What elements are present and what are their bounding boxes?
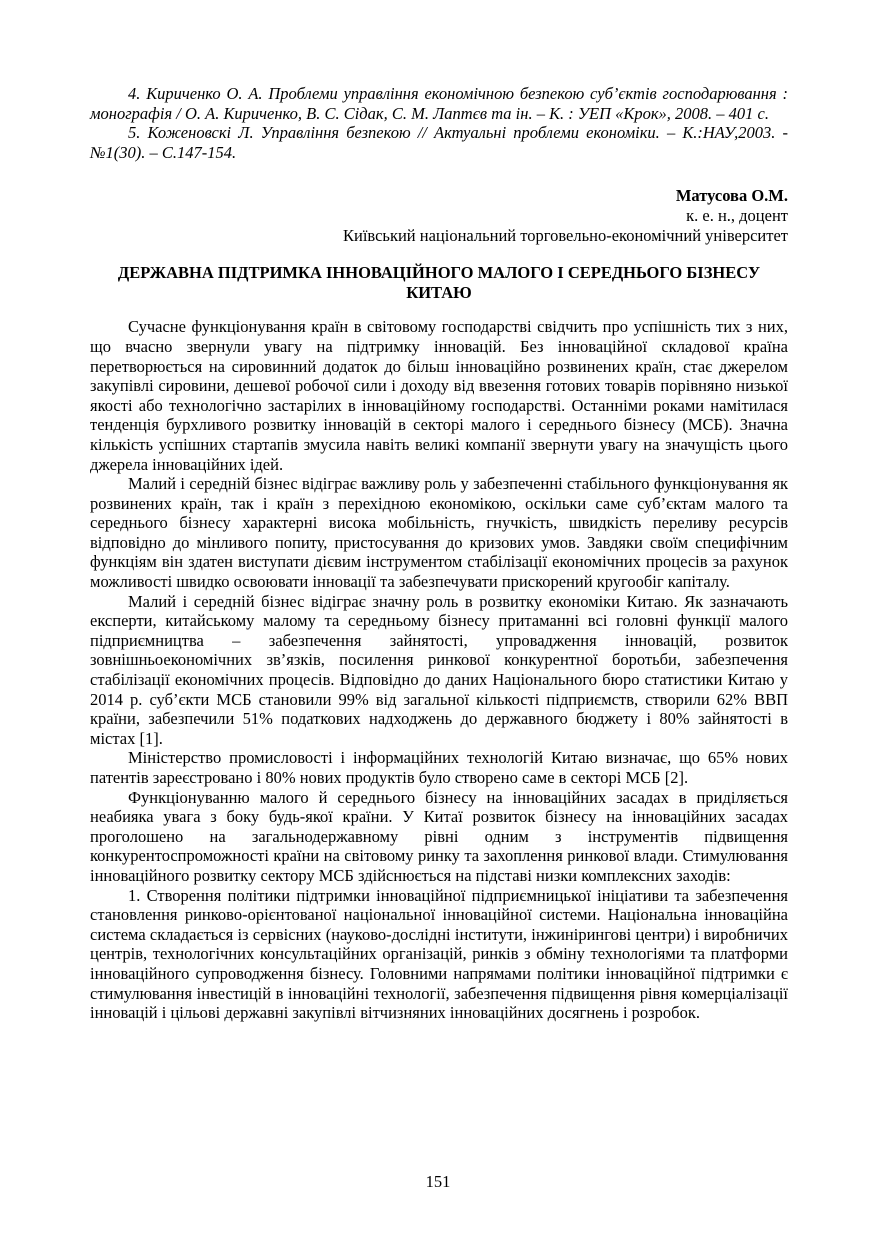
reference-item: 5. Коженовскі Л. Управління безпекою // Актуальні проблеми економіки. – К.:НАУ,2003. - №1(30). – С.147-154. <box>90 123 788 162</box>
reference-list <box>90 84 788 162</box>
author-block <box>90 186 788 245</box>
author-affiliation: Київський національний торговельно-економічний університет <box>343 225 788 245</box>
body-text <box>90 317 788 1022</box>
paragraph: Малий і середній бізнес відіграє важливу роль у забезпеченні стабільного функціонування як розвинених країн, так і країн з перехідною економікою, оскільки саме суб’єктам малого та середнього бізнесу характерні висока мобільність, гнучкість, швидкість переливу ресурсів відповідно до мінливого попиту, пристосування до кризових умов. Завдяки своїм специфічним функціям він здатен виступати дієвим інструментом стабілізації економічних процесів за рахунок можливості швидко освоювати інновації та забезпечувати прискорений кругообіг капіталу. <box>90 474 788 592</box>
paragraph: Сучасне функціонування країн в світовому господарстві свідчить про успішність тих з них, що вчасно звернули увагу на підтримку інновацій. Без інноваційної складової країна перетворюється на сировинний додаток до більш інноваційно розвинених країн, стає джерелом закупівлі сировини, дешевої робочої сили і доходу від ввезення готових товарів порівняно низької якості або технологічно застарілих в інноваційному господарстві. Останніми роками намітилася тенденція бурхливого розвитку інновацій в секторі малого і середнього бізнесу (МСБ). Значна кількість успішних стартапів змусила навіть великі компанії звернути увагу на значущість цього джерела інноваційних ідей. <box>90 317 788 474</box>
paragraph: Міністерство промисловості і інформаційних технологій Китаю визначає, що 65% нових патентів зареєстровано і 80% нових продуктів було створено саме в секторі МСБ [2]. <box>90 748 788 787</box>
paragraph: 1. Створення політики підтримки інноваційної підприємницької ініціативи та забезпечення становлення ринково-орієнтованої національної інноваційної системи. Національна інноваційна система складається із сервісних (науково-дослідні інститути, інжинірингові центри) і виробничих центрів, технологічних консультаційних організацій, ринків з обміну технологіями та платформи інноваційного супроводження бізнесу. Головними напрямами політики інноваційної підтримки є стимулювання інвестицій в інноваційні технології, забезпечення підвищення рівня комерціалізації інновацій і цільові державні закупівлі вітчизняних інноваційних досягнень і розробок. <box>90 885 788 1023</box>
author-degree: к. е. н., доцент <box>686 205 788 225</box>
paragraph: Малий і середній бізнес відіграє значну роль в розвитку економіки Китаю. Як зазначають експерти, китайському малому та середньому бізнесу притаманні всі головні функції малого підприємництва – забезпечення зайнятості, упровадження інновацій, розвиток зовнішньоекономічних зв’язків, посилення ринкової конкурентної боротьби, забезпечення стабілізації економічних процесів. Відповідно до даних Національного бюро статистики Китаю у 2014 р. суб’єкти МСБ становили 99% від загальної кількості підприємств, створили 62% ВВП країни, забезпечили 51% податкових надходжень до державного бюджету і 80% зайнятості в містах [1]. <box>90 591 788 748</box>
author-name: Матусова О.М. <box>675 186 788 206</box>
paragraph: Функціонуванню малого й середнього бізнесу на інноваційних засадах в приділяється неабияка увага з боку будь-якої країни. У Китаї розвиток бізнесу на інноваційних засадах проголошено на загальнодержавному рівні одним з інструментів підвищення конкурентоспроможності країни на світовому ринку та захоплення ринкової влади. Стимулювання інноваційного розвитку сектору МСБ здійснюється на підставі низки комплексних заходів: <box>90 787 788 885</box>
reference-item: 4. Кириченко О. А. Проблеми управління економічною безпекою суб’єктів господарювання : монографія / О. А. Кириченко, В. С. Сідак, С. М. Лаптєв та ін. – К. : УЕП «Крок», 2008. – 401 с. <box>90 84 788 123</box>
paper-title: ДЕРЖАВНА ПІДТРИМКА ІННОВАЦІЙНОГО МАЛОГО І СЕРЕДНЬОГО БІЗНЕСУ КИТАЮ <box>117 263 761 302</box>
page-number: 151 <box>425 1172 451 1192</box>
